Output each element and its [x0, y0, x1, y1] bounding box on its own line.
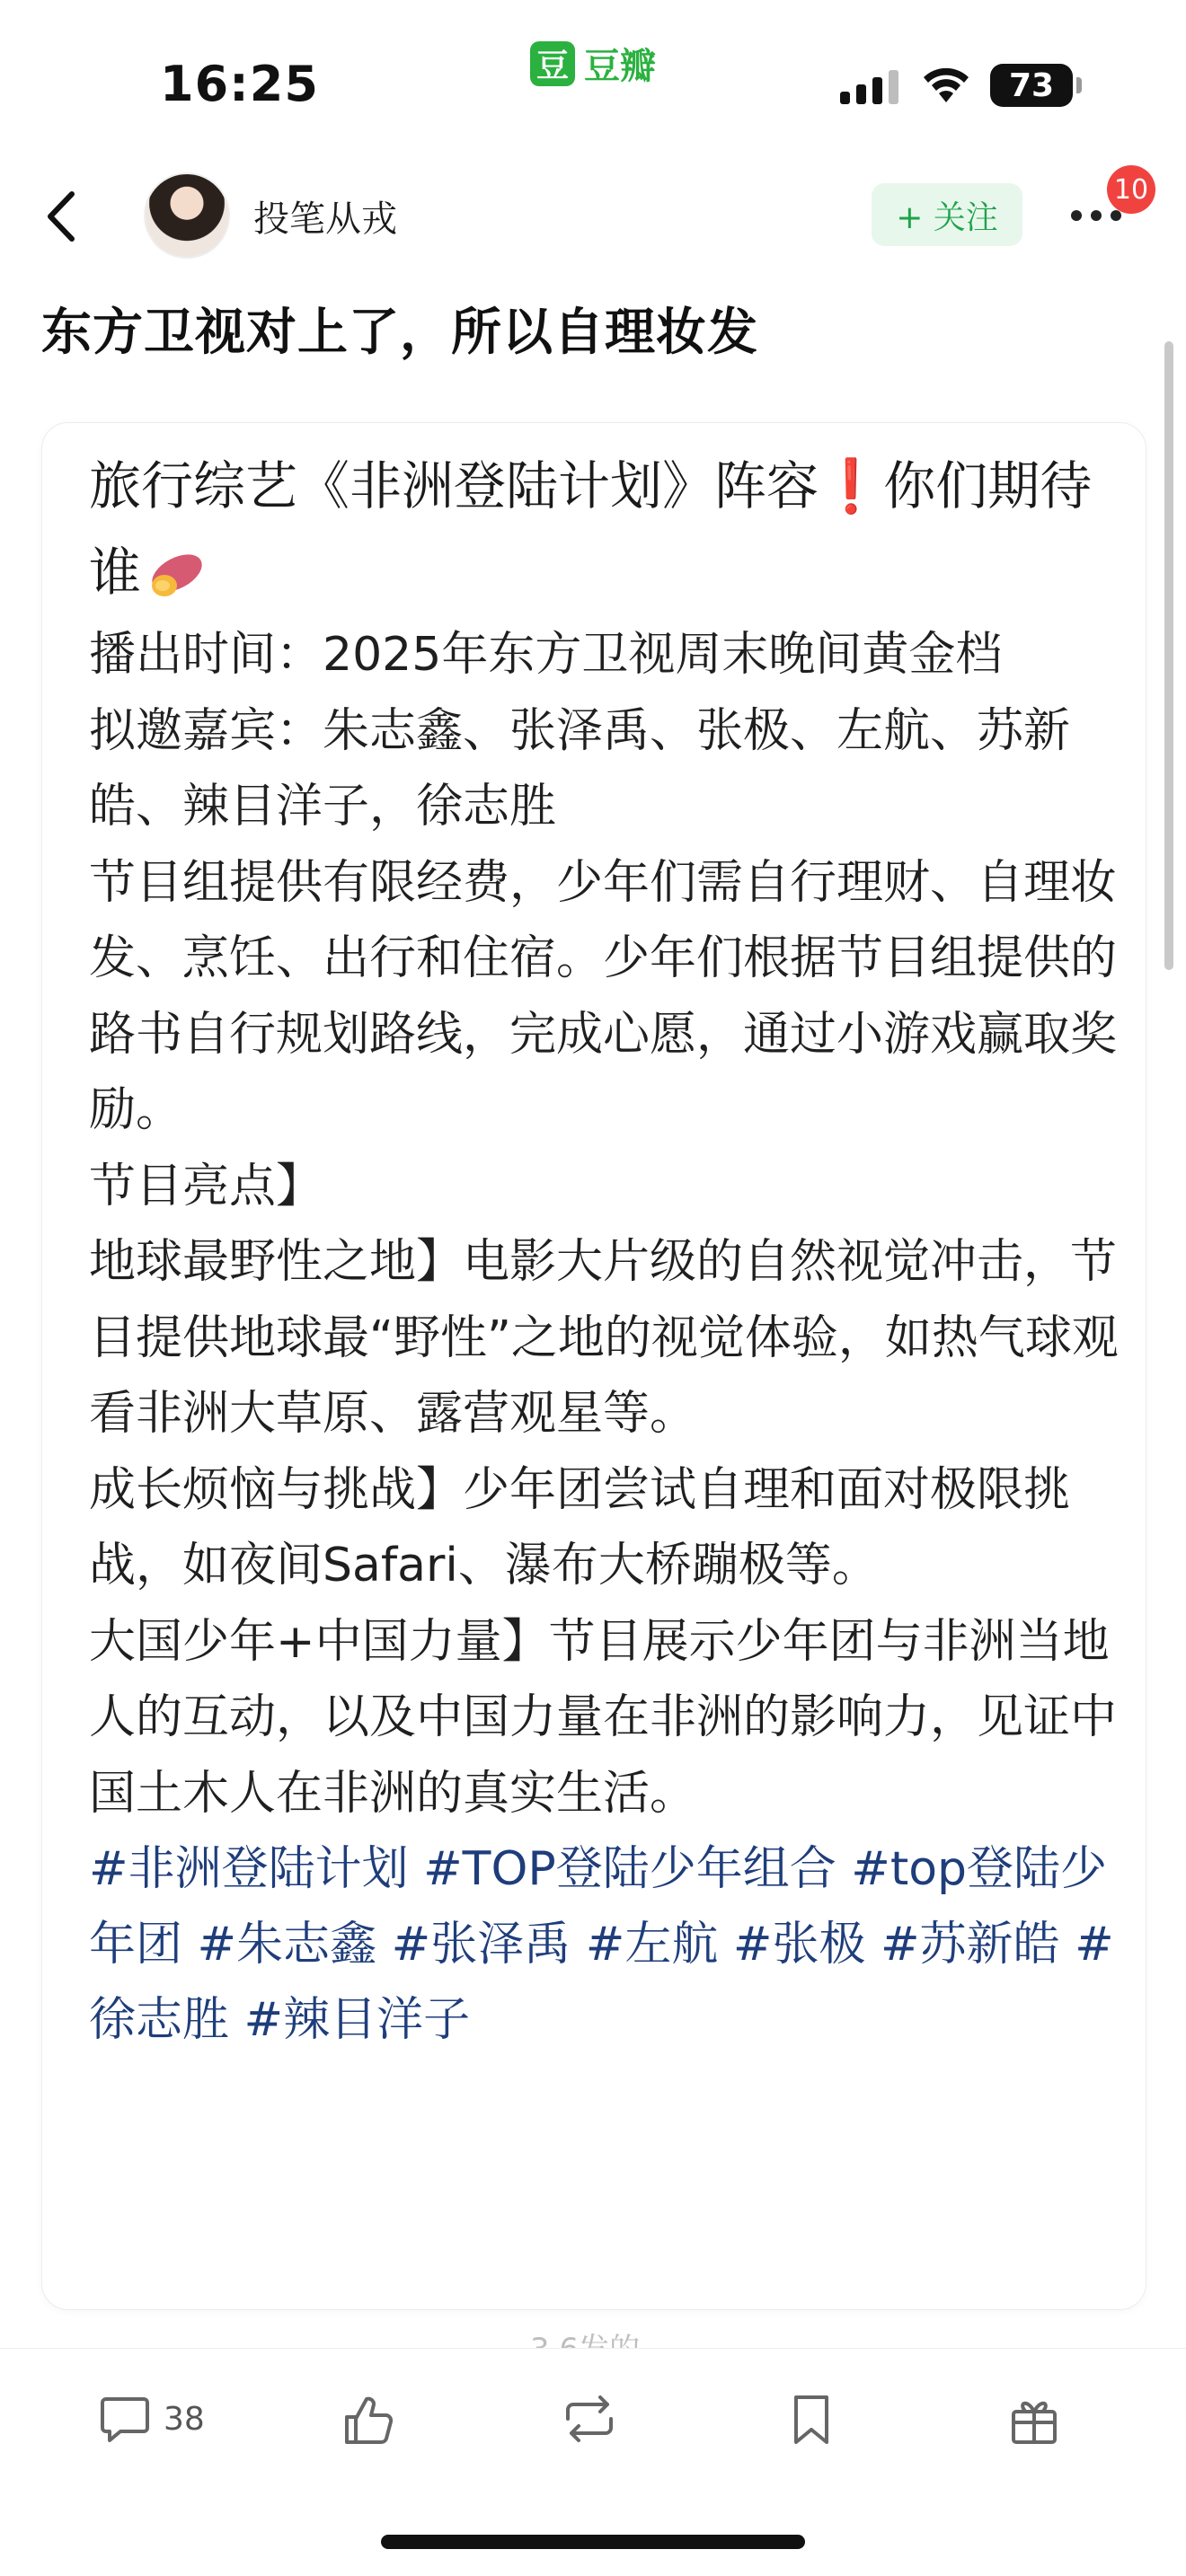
post-header: [0, 162, 1186, 269]
wifi-icon: [921, 66, 971, 104]
sweet-potato-emoji: [141, 550, 206, 602]
like-button[interactable]: [341, 2394, 395, 2448]
exclamation-icon: ❗: [819, 455, 884, 516]
hashtag-link[interactable]: #朱志鑫: [197, 1918, 377, 1972]
notification-badge: 10: [1107, 165, 1155, 214]
card-title-part-2: 你们期待谁: [89, 455, 1093, 603]
hashtag-link[interactable]: #张极: [732, 1918, 866, 1972]
hashtag-link[interactable]: #TOP登陆少年组合: [423, 1842, 836, 1896]
author-name[interactable]: 投笔从戎: [253, 198, 397, 240]
hashtag-link[interactable]: #非洲登陆计划: [89, 1842, 409, 1896]
hashtag-link[interactable]: #徐志胜: [89, 1918, 1114, 2047]
hashtag-list: [89, 1831, 1131, 2058]
post-title: 东方卫视对上了，所以自理妆发: [41, 304, 758, 362]
douban-logo-icon: 豆: [530, 41, 575, 86]
card-content: [89, 443, 1131, 2058]
hashtag-link[interactable]: #张泽禹: [391, 1918, 571, 1972]
hashtag-link[interactable]: #苏新皓: [880, 1918, 1060, 1972]
repost-icon: [561, 2394, 618, 2444]
card-body: 播出时间：2025年东方卫视周末晚间黄金档 拟邀嘉宾：朱志鑫、张泽禹、张极、左航、苏新皓、辣目洋子，徐志胜 节目组提供有限经费，少年们需自行理财、自理妆发、烹饪、出行和住宿。少年们根据节目组提供的路书自行规划路线，完成心愿，通过小游戏赢取奖励。 节目亮点】 地球最野性之地】电影大片级的自然视觉冲击，节目提供地球最“野性”之地的视觉体验，如热气球观看非洲大草原、露营观星等。 成长烦恼与挑战】少年团尝试自理和面对极限挑战，如夜间Safari、瀑布大桥蹦极等。 大国少年+中国力量】节目展示少年团与非洲当地人的互动，以及中国力量在非洲的影响力，见证中国土木人在非洲的真实生活。: [89, 628, 1119, 1821]
battery-icon: 73: [990, 64, 1073, 107]
gift-button[interactable]: [1008, 2394, 1060, 2446]
signal-icon: [840, 70, 898, 104]
quoted-card[interactable]: [41, 422, 1146, 2310]
hashtag-link[interactable]: #top登陆少年团: [89, 1842, 1108, 1972]
comment-button[interactable]: [99, 2394, 205, 2444]
battery-tip: [1076, 77, 1082, 93]
avatar[interactable]: [144, 172, 230, 259]
scrollbar[interactable]: [1164, 341, 1173, 970]
comment-count: 38: [164, 2400, 205, 2438]
hashtag-link[interactable]: #左航: [585, 1918, 719, 1972]
like-icon: [341, 2394, 395, 2448]
hashtag-link[interactable]: #辣目洋子: [243, 1993, 471, 2047]
gift-icon: [1008, 2394, 1060, 2446]
home-indicator: [381, 2535, 805, 2549]
card-title: [89, 443, 1131, 615]
back-icon[interactable]: [36, 185, 90, 248]
app-name: 豆瓣: [584, 46, 656, 87]
action-bar: [0, 2348, 1186, 2492]
comment-icon: [99, 2394, 151, 2444]
status-bar: [0, 0, 1186, 153]
bookmark-icon: [789, 2394, 834, 2446]
bookmark-button[interactable]: [789, 2394, 834, 2446]
clock: 16:25: [160, 56, 319, 112]
app-badge: [530, 38, 656, 89]
follow-button[interactable]: + 关注: [872, 183, 1022, 246]
repost-button[interactable]: [561, 2394, 618, 2444]
card-title-part-1: 旅行综艺《非洲登陆计划》阵容: [89, 455, 819, 516]
